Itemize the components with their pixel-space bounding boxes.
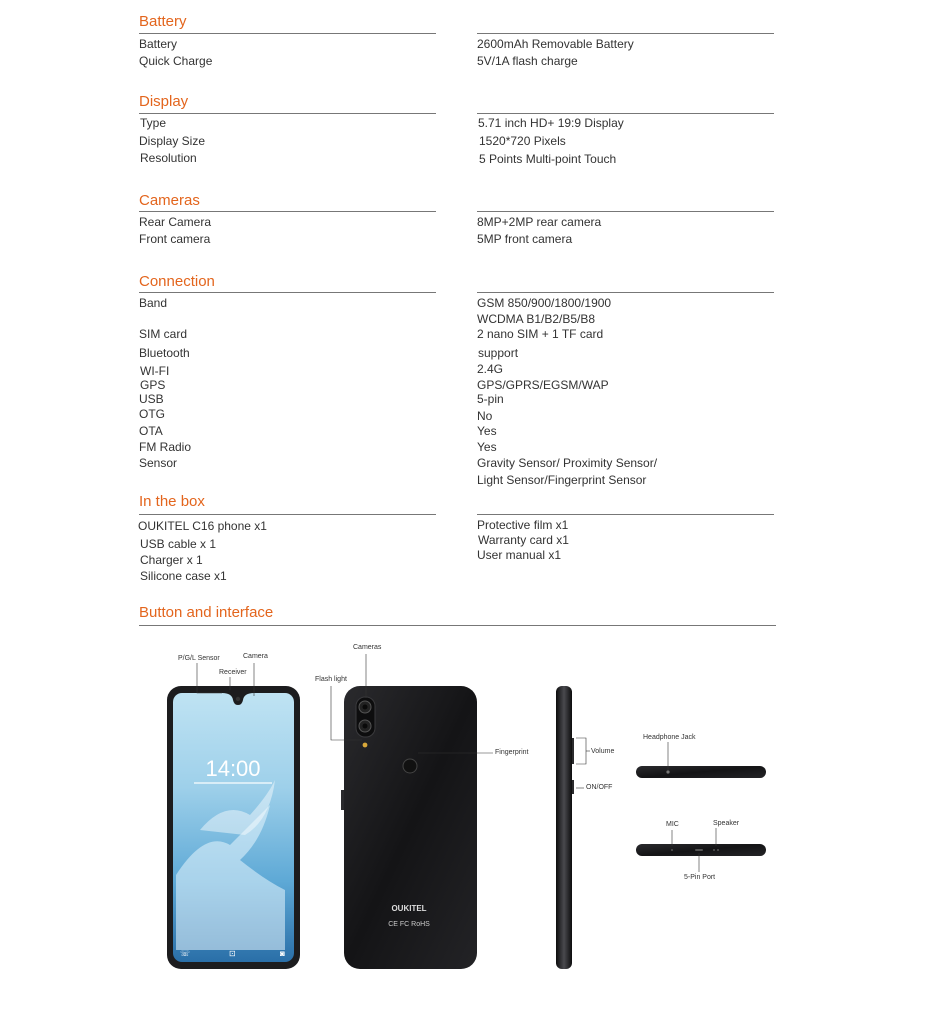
back-phone xyxy=(341,686,477,969)
cert-marks: CE FC RoHS xyxy=(388,921,430,928)
battery-section-title: Battery xyxy=(139,13,187,30)
battery-value: 2600mAh Removable Battery xyxy=(477,37,634,51)
cameras-rule-left xyxy=(139,211,436,212)
brand-logo: OUKITEL xyxy=(391,904,427,913)
screen-time: 14:00 xyxy=(205,756,261,781)
headphone-jack-port xyxy=(666,770,669,773)
front-camera-value: 5MP front camera xyxy=(477,232,573,246)
band-value-gsm: GSM 850/900/1800/1900 xyxy=(477,296,612,310)
display-type-value: 5.71 inch HD+ 19:9 Display xyxy=(478,116,624,130)
on-off-label: ON/OFF xyxy=(586,784,613,791)
inbox-item-user-manual: User manual x1 xyxy=(477,548,562,562)
ota-label: OTA xyxy=(139,424,163,438)
headphone-jack-label: Headphone Jack xyxy=(643,734,696,741)
quick-charge-label: Quick Charge xyxy=(139,54,213,68)
usb-value: 5-pin xyxy=(477,392,504,406)
bottom-edge-phone xyxy=(636,844,766,856)
inbox-item-silicone-case: Silicone case x1 xyxy=(140,569,227,583)
phone-diagram xyxy=(0,630,930,1025)
flash-light xyxy=(363,743,368,748)
pgl-sensor-label: P/G/L Sensor xyxy=(178,655,220,662)
resolution-label: Resolution xyxy=(140,151,197,165)
resolution-value: 5 Points Multi-point Touch xyxy=(479,152,617,166)
connection-section-title: Connection xyxy=(139,273,215,290)
inbox-rule-right xyxy=(477,514,774,515)
port-label: 5-Pin Port xyxy=(684,874,716,881)
sensor-label: Sensor xyxy=(139,456,178,470)
side-phone xyxy=(556,686,574,969)
band-value-wcdma: WCDMA B1/B2/B5/B8 xyxy=(477,312,596,326)
inbox-item-usb-cable: USB cable x 1 xyxy=(140,537,217,551)
rear-camera-value: 8MP+2MP rear camera xyxy=(477,215,602,229)
display-rule-right xyxy=(477,113,774,114)
sensor-value-1: Gravity Sensor/ Proximity Sensor/ xyxy=(477,456,658,470)
phone-illustration xyxy=(0,630,930,1025)
fingerprint-sensor xyxy=(403,759,417,773)
inbox-item-phone: OUKITEL C16 phone x1 xyxy=(138,519,267,533)
connection-rule-left xyxy=(139,292,436,293)
front-camera-label: Front camera xyxy=(139,232,211,246)
inbox-rule-left xyxy=(139,514,436,515)
lock-icon: ⊡ xyxy=(229,949,236,958)
bluetooth-value: support xyxy=(478,346,519,360)
interface-section-title: Button and interface xyxy=(139,604,274,621)
display-rule-left xyxy=(139,113,436,114)
mic-label: MIC xyxy=(666,821,679,828)
side-callouts xyxy=(576,738,590,788)
wifi-value: 2.4G xyxy=(477,362,504,376)
fm-radio-value: Yes xyxy=(477,440,497,454)
front-camera-lens xyxy=(236,697,240,701)
sensor-value-2: Light Sensor/Fingerprint Sensor xyxy=(477,473,647,487)
rear-camera-label: Rear Camera xyxy=(139,215,212,229)
interface-rule xyxy=(139,625,776,626)
receiver-label: Receiver xyxy=(219,669,247,676)
display-section-title: Display xyxy=(139,93,189,110)
display-type-label: Type xyxy=(140,116,167,130)
quick-charge-value: 5V/1A flash charge xyxy=(477,54,578,68)
inbox-item-charger: Charger x 1 xyxy=(140,553,203,567)
front-phone xyxy=(167,686,300,969)
display-size-label: Display Size xyxy=(139,134,206,148)
usb-label: USB xyxy=(139,392,164,406)
top-edge-phone xyxy=(636,766,766,778)
flash-light-label: Flash light xyxy=(315,676,347,683)
display-size-value: 1520*720 Pixels xyxy=(479,134,566,148)
fm-radio-label: FM Radio xyxy=(139,440,192,454)
connection-rule-right xyxy=(477,292,774,293)
usb-port xyxy=(695,849,703,851)
gps-value: GPS/GPRS/EGSM/WAP xyxy=(477,378,609,392)
sim-card-label: SIM card xyxy=(139,327,188,341)
bluetooth-label: Bluetooth xyxy=(139,346,190,360)
cameras-rule-right xyxy=(477,211,774,212)
battery-rule-right xyxy=(477,33,774,34)
gps-label: GPS xyxy=(140,378,166,392)
otg-value: No xyxy=(477,409,493,423)
sim-card-value: 2 nano SIM + 1 TF card xyxy=(477,327,604,341)
phone-app-icon: ☏ xyxy=(180,949,191,958)
cameras-label: Cameras xyxy=(353,644,382,651)
battery-label: Battery xyxy=(139,37,178,51)
volume-label: Volume xyxy=(591,748,615,755)
cameras-section-title: Cameras xyxy=(139,192,200,209)
wifi-label: WI-FI xyxy=(140,364,170,378)
otg-label: OTG xyxy=(139,407,165,421)
camera-label: Camera xyxy=(243,653,268,660)
ota-value: Yes xyxy=(477,424,497,438)
inbox-section-title: In the box xyxy=(139,493,205,510)
fingerprint-label: Fingerprint xyxy=(495,749,529,756)
band-label: Band xyxy=(139,296,168,310)
battery-rule-left xyxy=(139,33,436,34)
camera-app-icon: ◙ xyxy=(280,949,285,958)
speaker-label: Speaker xyxy=(713,820,740,827)
inbox-item-warranty-card: Warranty card x1 xyxy=(478,533,569,547)
inbox-item-protective-film: Protective film x1 xyxy=(477,518,569,532)
